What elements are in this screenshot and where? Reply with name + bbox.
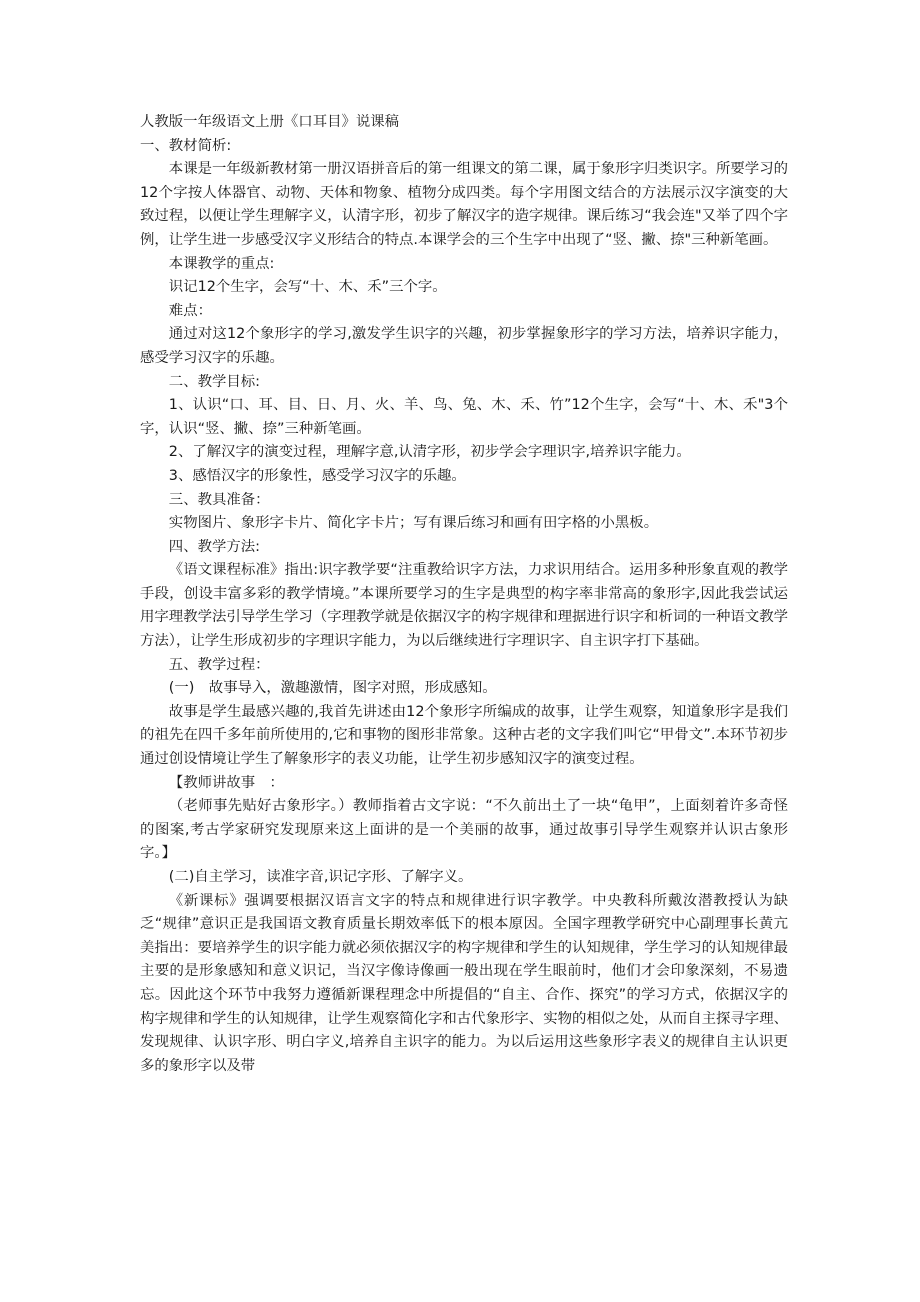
document-title: 人教版一年级语文上册《口耳目》说课稿 (140, 114, 400, 130)
paragraph: 识记12个生字，会写“十、木、禾”三个字。 (168, 279, 447, 296)
paragraph: 故事是学生最感兴趣的,我首先讲述由12个象形字所编成的故事，让学生观察，知道象形字是我们的祖先在四千多年前所使用的,它和事物的图形非常象。这种古老的文字我们叫它“甲骨文”.本环节初步通过创设情境让学生了解象形字的表义功能，让学生初步感知汉字的演变过程。 (140, 703, 788, 768)
document-body (140, 111, 788, 1078)
subheading-step-two: (二)自主学习，读准字音,识记字形、了解字义。 (168, 869, 473, 885)
subheading-step-one: (一) 故事导入，激趣激情，图字对照，形成感知。 (168, 680, 497, 697)
section-heading-textbook-analysis: 一、教材简析: (140, 137, 232, 154)
paragraph: 本课是一年级新教材第一册汉语拼音后的第一组课文的第二课，属于象形字归类识字。所要学习的12个字按人体器官、动物、天体和物象、植物分成四类。每个字用图文结合的方法展示汉字演变的大致过程，以便让学生理解字义，认清字形，初步了解汉字的造字规律。课后练习“我会连"又举了四个字例，让学生进一步感受汉字义形结合的特点.本课学会的三个生字中出现了“竖、撇、捺"三种新笔画。 (140, 161, 788, 248)
list-item: 1、认识“口、耳、目、日、月、火、羊、鸟、兔、木、禾、竹”12个生字，会写“十、木、禾"3个字，认识“竖、撇、捺”三种新笔画。 (140, 397, 788, 437)
paragraph: 通过对这12个象形字的学习,激发学生识字的兴趣，初步掌握象形字的学习方法，培养识字能力，感受学习汉字的乐趣。 (140, 326, 788, 366)
list-item: 2、了解汉字的演变过程，理解字意,认清字形，初步学会字理识字,培养识字能力。 (168, 444, 691, 461)
section-heading-teaching-goals: 二、教学目标: (168, 373, 260, 390)
paragraph: （老师事先贴好古象形字。）教师指着古文字说：“不久前出土了一块“龟甲”，上面刻着许多奇怪的图案,考古学家研究发现原来这上面讲的是一个美丽的故事，通过故事引导学生观察并认识古象形字。】 (140, 798, 788, 862)
paragraph: 实物图片、象形字卡片、简化字卡片；写有课后练习和画有田字格的小黑板。 (168, 515, 659, 532)
subheading-teacher-story: 【教师讲故事 ： (168, 774, 284, 791)
paragraph: 《语文课程标准》指出:识字教学要“注重教给识字方法，力求识用结合。运用多种形象直观的教学手段，创设丰富多彩的教学情境。”本课所要学习的生字是典型的构字率非常高的象形字,因此我尝试运用字理教学法引导学生学习（字理教学就是依据汉字的构字规律和理据进行识字和析词的一种语文教学方法），让学生形成初步的字理识字能力，为以后继续进行字理识字、自主识字打下基础。 (140, 562, 788, 650)
section-heading-teaching-methods: 四、教学方法: (168, 538, 260, 555)
paragraph: 《新课标》强调要根据汉语言文字的特点和规律进行识字教学。中央教科所戴汝潜教授认为缺乏“规律”意识正是我国语文教育质量长期效率低下的根本原因。全国字理教学研究中心副理事长黄亢美指出：要培养学生的识字能力就必须依据汉字的构字规律和学生的认知规律，学生学习的认知规律最主要的是形象感知和意义识记，当汉字像诗像画一般出现在学生眼前时，他们才会印象深刻，不易遗忘。因此这个环节中我努力遵循新课程理念中所提倡的“自主、合作、探究”的学习方式，依据汉字的构字规律和学生的认知规律，让学生观察简化字和古代象形字、实物的相似之处，从而自主探寻字理、发现规律、认识字形、明白字义,培养自主识字的能力。为以后运用这些象形字表义的规律自主认识更多的象形字以及带 (140, 892, 788, 1074)
section-heading-teaching-aids: 三、教具准备： (168, 491, 270, 508)
list-item: 3、感悟汉字的形象性，感受学习汉字的乐趣。 (168, 467, 466, 484)
subheading-key-points: 本课教学的重点: (168, 255, 275, 272)
subheading-difficulties: 难点： (168, 302, 212, 319)
section-heading-teaching-process: 五、教学过程： (168, 656, 270, 673)
